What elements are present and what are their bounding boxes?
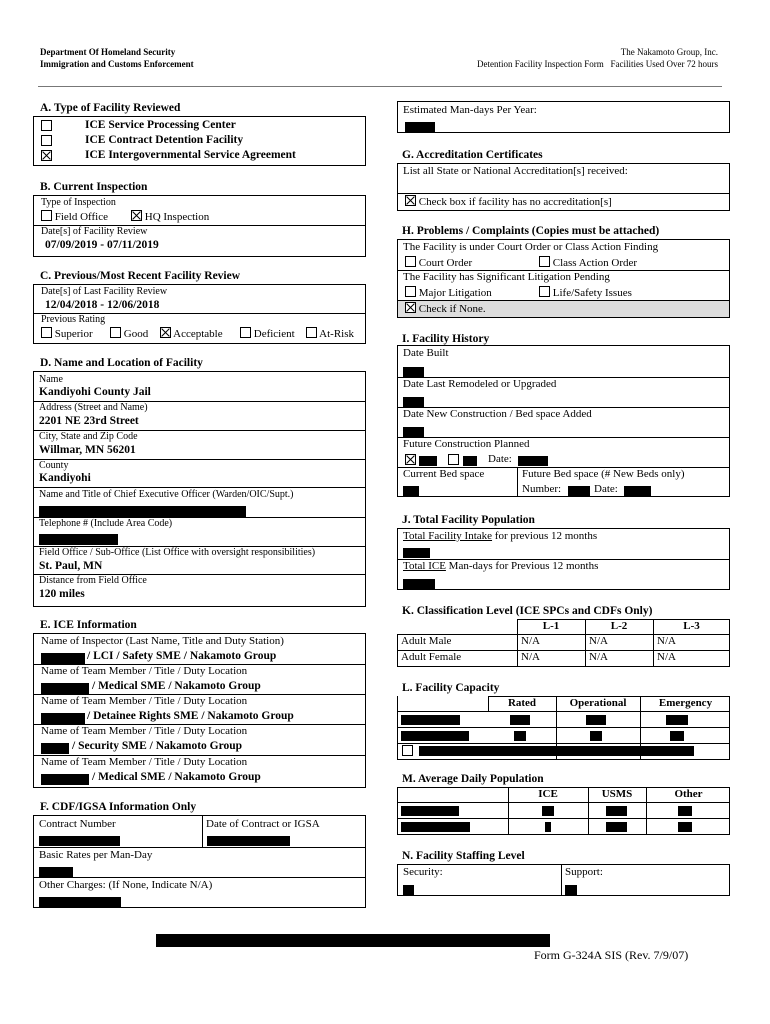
section-i-box	[397, 345, 730, 497]
k-male-l1: N/A	[521, 635, 540, 647]
redacted-phone	[39, 534, 118, 545]
previous-rating-label: Previous Rating	[41, 314, 106, 325]
label-spc: ICE Service Processing Center	[85, 119, 236, 131]
redacted-ceo	[39, 506, 246, 517]
future-date-label: Date:	[488, 453, 512, 465]
future-bed-number-label: Number:	[522, 483, 562, 495]
rating-deficient[interactable]	[240, 327, 295, 340]
section-d-box	[33, 371, 366, 607]
redacted-date-built	[403, 367, 424, 377]
field-office-option[interactable]	[41, 210, 108, 223]
ice-mandays-label-rest: Man-days for Previous 12 months	[445, 560, 599, 572]
future-bed-date-label: Date:	[594, 483, 618, 495]
section-b-title: B. Current Inspection	[40, 181, 148, 193]
county-value: Kandiyohi	[39, 472, 91, 484]
intake-label-rest: for previous 12 months	[492, 530, 598, 542]
future-no-checkbox[interactable]	[448, 454, 459, 467]
k-female-l1: N/A	[521, 651, 540, 663]
checkbox-cdf[interactable]	[41, 135, 52, 148]
field-office-label: Field Office	[54, 211, 109, 223]
current-bed-label: Current Bed space	[403, 468, 485, 480]
redacted-l-row1-label	[401, 715, 460, 725]
review-dates-label: Date[s] of Facility Review	[41, 226, 148, 237]
litigation-question: The Facility has Significant Litigation Pending	[403, 271, 610, 283]
section-f-title: F. CDF/IGSA Information Only	[40, 801, 197, 813]
rating-acceptable[interactable]	[160, 327, 223, 340]
redacted-m-row2-ice	[545, 822, 551, 832]
rating-deficient-label: Deficient	[253, 328, 295, 340]
section-b-box	[33, 195, 366, 257]
no-accreditation-label: Check box if facility has no accreditation[s]	[418, 196, 612, 208]
none-label: Check if None.	[418, 303, 486, 315]
rating-at-risk-label: At-Risk	[319, 328, 354, 340]
redacted-member-4	[41, 774, 89, 785]
distance-label: Distance from Field Office	[39, 575, 147, 586]
redacted-new-construction	[403, 427, 424, 437]
redacted-member-1	[41, 683, 89, 694]
major-litigation-label: Major Litigation	[418, 287, 492, 299]
redacted-m-row2-label	[401, 822, 470, 832]
k-male-l3: N/A	[657, 635, 676, 647]
redacted-remodeled	[403, 397, 424, 407]
redacted-inspector	[41, 653, 85, 664]
mandays-box	[397, 101, 730, 133]
redacted-security-staff	[403, 885, 414, 895]
member-4-value: / Medical SME / Nakamoto Group	[92, 771, 261, 783]
inspection-type-label: Type of Inspection	[41, 197, 116, 208]
phone-label: Telephone # (Include Area Code)	[39, 518, 173, 529]
checkbox-igsa[interactable]	[41, 150, 52, 163]
form-description: Detention Facility Inspection Form Facilities Used Over 72 hours	[477, 59, 718, 69]
k-col-l3: L-3	[683, 620, 700, 632]
court-order-option[interactable]	[405, 256, 472, 269]
member-1-label: Name of Team Member / Title / Duty Location	[41, 665, 248, 677]
redacted-future-bed-date	[624, 486, 651, 496]
section-h-box	[397, 239, 730, 318]
redacted-l-row2-rated	[514, 731, 526, 741]
other-charges-label: Other Charges: (If None, Indicate N/A)	[39, 879, 213, 891]
address-value: 2201 NE 23rd Street	[39, 415, 139, 427]
section-g-box	[397, 163, 730, 211]
header-right	[477, 46, 718, 70]
contract-date-label: Date of Contract or IGSA	[206, 818, 320, 830]
m-col-other: Other	[674, 788, 703, 800]
redacted-current-bed	[403, 486, 419, 496]
redacted-support-staff	[565, 885, 577, 895]
review-dates-value: 07/09/2019 - 07/11/2019	[45, 239, 159, 251]
accreditation-list-label: List all State or National Accreditation[s] received:	[403, 165, 628, 177]
intake-label-underlined: Total Facility Intake	[403, 530, 493, 542]
mandays-label: Estimated Man-days Per Year:	[403, 104, 537, 116]
future-construction-label: Future Construction Planned	[403, 438, 530, 450]
section-c-box	[33, 284, 366, 344]
label-cdf: ICE Contract Detention Facility	[85, 134, 244, 146]
redacted-future-yes	[419, 456, 437, 466]
date-built-label: Date Built	[403, 347, 449, 359]
rating-acceptable-label: Acceptable	[173, 328, 223, 340]
redacted-member-2	[41, 713, 85, 724]
new-construction-label: Date New Construction / Bed space Added	[403, 408, 592, 420]
county-label: County	[39, 460, 69, 471]
redacted-m-row1-other	[678, 806, 692, 816]
redacted-m-row2-other	[678, 822, 692, 832]
m-col-ice: ICE	[538, 788, 558, 800]
field-office-label: Field Office / Sub-Office (List Office with oversight responsibilities)	[39, 547, 316, 558]
distance-value: 120 miles	[39, 588, 85, 600]
m-col-usms: USMS	[601, 788, 633, 800]
redacted-contract-date	[207, 836, 290, 846]
redacted-m-row1-ice	[542, 806, 554, 816]
section-m-table	[397, 787, 730, 835]
inspector-value: / LCI / Safety SME / Nakamoto Group	[87, 650, 277, 662]
court-order-question: The Facility is under Court Order or Class Action Finding	[403, 241, 659, 253]
agency-name: Immigration and Customs Enforcement	[40, 59, 194, 69]
rating-at-risk[interactable]	[306, 327, 354, 340]
redacted-l-row1-operational	[586, 715, 606, 725]
no-accreditation-checkbox[interactable]	[405, 195, 612, 208]
section-l-title: L. Facility Capacity	[402, 682, 500, 694]
facility-name-value: Kandiyohi County Jail	[39, 386, 151, 398]
section-j-box	[397, 528, 730, 590]
life-safety-option[interactable]	[539, 286, 632, 299]
support-staff-label: Support:	[565, 866, 603, 878]
l-col-emergency: Emergency	[658, 697, 713, 709]
redacted-future-date	[518, 456, 548, 466]
redacted-l-row2-emergency	[670, 731, 684, 741]
section-n-box	[397, 864, 730, 896]
section-e-title: E. ICE Information	[40, 619, 137, 631]
major-litigation-option[interactable]	[405, 286, 492, 299]
section-k-table	[397, 619, 730, 667]
class-action-label: Class Action Order	[552, 257, 638, 269]
dept-name: Department Of Homeland Security	[40, 47, 176, 57]
ceo-label: Name and Title of Chief Executive Officer (Warden/OIC/Supt.)	[39, 489, 294, 500]
redacted-l-row3	[419, 746, 694, 756]
rating-superior-label: Superior	[54, 328, 93, 340]
section-j-title: J. Total Facility Population	[402, 514, 535, 526]
k-col-l2: L-2	[610, 620, 628, 632]
label-igsa: ICE Intergovernmental Service Agreement	[85, 149, 296, 161]
intake-label	[403, 530, 597, 542]
hq-inspection-label: HQ Inspection	[144, 211, 210, 223]
redacted-l-row2-operational	[590, 731, 602, 741]
redacted-l-row2-label	[401, 731, 469, 741]
member-2-label: Name of Team Member / Title / Duty Location	[41, 695, 248, 707]
redacted-m-row1-label	[401, 806, 459, 816]
redacted-m-row1-usms	[606, 806, 627, 816]
company-name: The Nakamoto Group, Inc.	[620, 47, 718, 57]
redacted-l-row1-emergency	[666, 715, 688, 725]
inspector-label: Name of Inspector (Last Name, Title and Duty Station)	[41, 635, 284, 647]
checkbox-spc[interactable]	[41, 120, 52, 133]
city-label: City, State and Zip Code	[39, 431, 138, 442]
redacted-contract-number	[39, 836, 120, 846]
rating-superior[interactable]	[41, 327, 93, 340]
member-1-value: / Medical SME / Nakamoto Group	[92, 680, 261, 692]
none-checkbox[interactable]	[405, 302, 486, 315]
redacted-ice-mandays	[403, 579, 435, 589]
section-a-box	[33, 116, 366, 166]
redacted-intake	[403, 548, 430, 558]
section-a-title: A. Type of Facility Reviewed	[40, 102, 181, 114]
k-row-male-label: Adult Male	[401, 635, 452, 647]
basic-rates-label: Basic Rates per Man-Day	[39, 849, 153, 861]
redacted-l-row1-rated	[510, 715, 530, 725]
section-e-box	[33, 633, 366, 788]
k-row-female-label: Adult Female	[401, 651, 462, 663]
class-action-option[interactable]	[539, 256, 637, 269]
redacted-m-row2-usms	[606, 822, 627, 832]
court-order-label: Court Order	[418, 257, 473, 269]
member-3-label: Name of Team Member / Title / Duty Location	[41, 725, 248, 737]
last-review-value: 12/04/2018 - 12/06/2018	[45, 299, 160, 311]
redacted-member-3	[41, 743, 69, 754]
l-col-operational: Operational	[569, 697, 627, 709]
l-col-rated: Rated	[507, 697, 537, 709]
k-female-l2: N/A	[589, 651, 608, 663]
field-office-value: St. Paul, MN	[39, 560, 103, 572]
section-g-title: G. Accreditation Certificates	[402, 149, 543, 161]
address-label: Address (Street and Name)	[39, 402, 148, 413]
section-n-title: N. Facility Staffing Level	[402, 850, 525, 862]
city-value: Willmar, MN 56201	[39, 444, 136, 456]
rating-good-label: Good	[123, 328, 149, 340]
redacted-mandays	[405, 122, 435, 133]
future-bed-label: Future Bed space (# New Beds only)	[522, 468, 685, 480]
facility-name-label: Name	[39, 374, 63, 385]
rating-good[interactable]	[110, 327, 148, 340]
redacted-footer	[156, 934, 550, 947]
section-d-title: D. Name and Location of Facility	[40, 357, 203, 369]
member-4-label: Name of Team Member / Title / Duty Location	[41, 756, 248, 768]
ice-mandays-label	[403, 560, 598, 572]
member-3-value: / Security SME / Nakamoto Group	[72, 740, 243, 752]
future-yes-checkbox[interactable]	[405, 454, 416, 467]
hq-inspection-option[interactable]	[131, 210, 209, 223]
security-staff-label: Security:	[403, 866, 443, 878]
contract-number-label: Contract Number	[39, 818, 116, 830]
redacted-other-charges	[39, 897, 121, 907]
form-id: Form G-324A SIS (Rev. 7/9/07)	[534, 948, 689, 962]
k-female-l3: N/A	[657, 651, 676, 663]
section-f-box	[33, 815, 366, 908]
l-row3-checkbox[interactable]	[402, 745, 413, 758]
k-male-l2: N/A	[589, 635, 608, 647]
section-m-title: M. Average Daily Population	[402, 773, 544, 785]
remodeled-label: Date Last Remodeled or Upgraded	[403, 378, 557, 390]
header-divider	[38, 86, 722, 87]
header-left	[40, 46, 194, 70]
section-h-title: H. Problems / Complaints (Copies must be attached)	[402, 225, 660, 237]
last-review-label: Date[s] of Last Facility Review	[41, 286, 168, 297]
ice-mandays-label-underlined: Total ICE	[403, 560, 446, 572]
section-i-title: I. Facility History	[402, 333, 490, 345]
k-col-l1: L-1	[542, 620, 560, 632]
life-safety-label: Life/Safety Issues	[552, 287, 632, 299]
member-2-value: / Detainee Rights SME / Nakamoto Group	[87, 710, 294, 722]
redacted-future-bed-number	[568, 486, 590, 496]
section-c-title: C. Previous/Most Recent Facility Review	[40, 270, 241, 282]
redacted-future-no	[463, 456, 477, 466]
section-k-title: K. Classification Level (ICE SPCs and CDFs Only)	[402, 605, 653, 617]
section-l-table	[397, 696, 730, 760]
redacted-basic-rates	[39, 867, 73, 877]
